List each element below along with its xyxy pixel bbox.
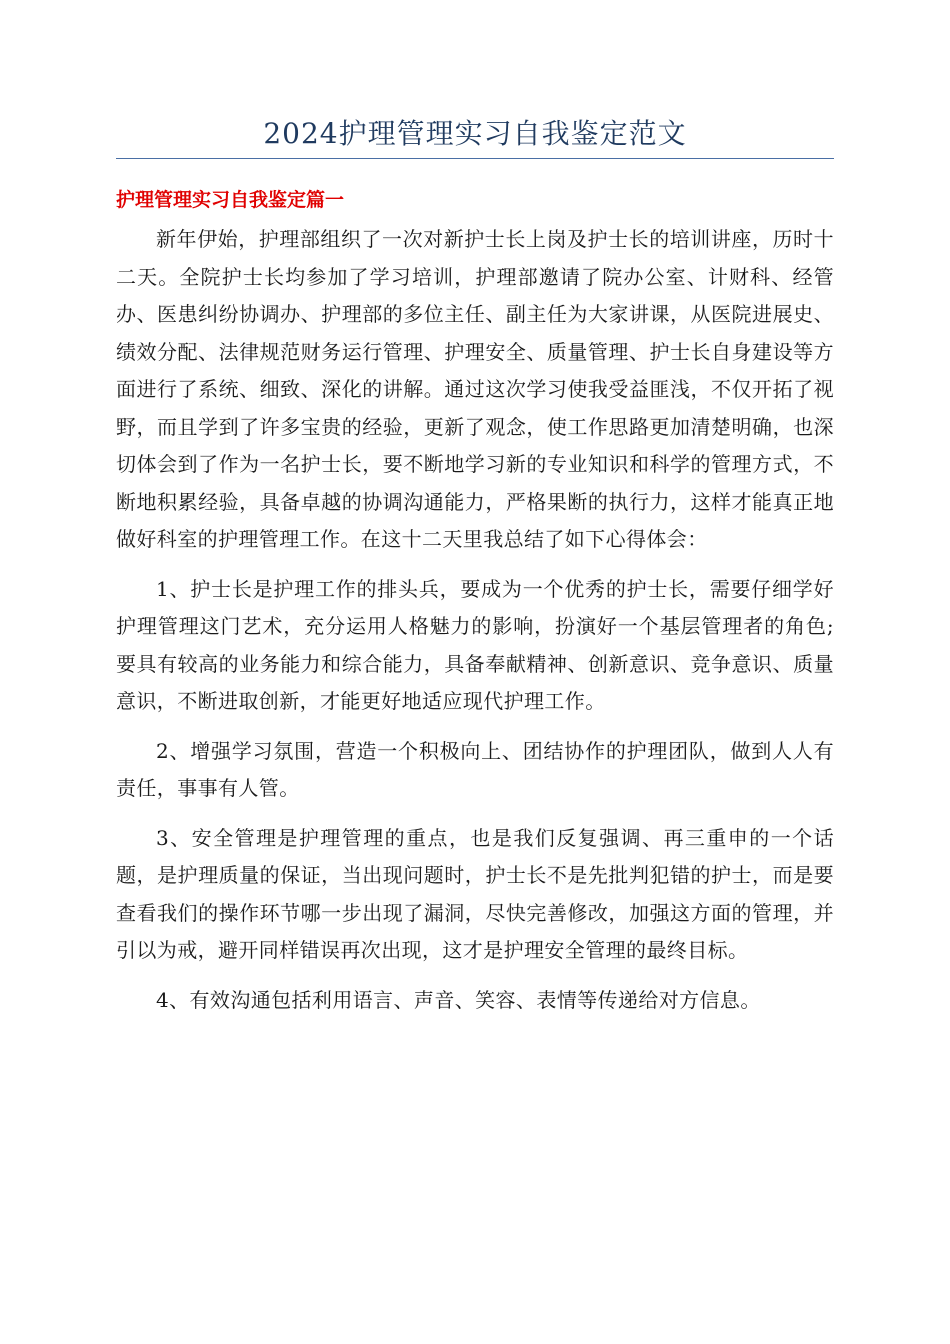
title-underline bbox=[116, 158, 834, 159]
paragraph-intro: 新年伊始，护理部组织了一次对新护士长上岗及护士长的培训讲座，历时十二天。全院护士长均参加了学习培训，护理部邀请了院办公室、计财科、经管办、医患纠纷协调办、护理部的多位主任、副主任为大家讲课，从医院进展史、绩效分配、法律规范财务运行管理、护理安全、质量管理、护士长自身建设等方面进行了系统、细致、深化的讲解。通过这次学习使我受益匪浅，不仅开拓了视野，而且学到了许多宝贵的经验，更新了观念，使工作思路更加清楚明确，也深切体会到了作为一名护士长，要不断地学习新的专业知识和科学的管理方式，不断地积累经验，具备卓越的协调沟通能力，严格果断的执行力，这样才能真正地做好科室的护理管理工作。在这十二天里我总结了如下心得体会： bbox=[116, 227, 834, 551]
paragraph-point-4: 4、有效沟通包括利用语言、声音、笑容、表情等传递给对方信息。 bbox=[156, 987, 761, 1012]
document-page bbox=[116, 112, 834, 1019]
document-title: 2024护理管理实习自我鉴定范文 bbox=[263, 117, 687, 150]
paragraph-point-1: 1、护士长是护理工作的排头兵，要成为一个优秀的护士长，需要仔细学好护理管理这门艺术，充分运用人格魅力的影响，扮演好一个基层管理者的角色;要具有较高的业务能力和综合能力，具备奉献精神、创新意识、竞争意识、质量意识，不断进取创新，才能更好地适应现代护理工作。 bbox=[116, 576, 834, 713]
paragraph-point-2: 2、增强学习氛围，营造一个积极向上、团结协作的护理团队，做到人人有责任，事事有人管。 bbox=[116, 738, 834, 800]
paragraph-point-3: 3、安全管理是护理管理的重点，也是我们反复强调、再三重申的一个话题，是护理质量的保证，当出现问题时，护士长不是先批判犯错的护士，而是要查看我们的操作环节哪一步出现了漏洞，尽快完善修改，加强这方面的管理，并引以为戒，避开同样错误再次出现，这才是护理安全管理的最终目标。 bbox=[116, 825, 834, 962]
section-heading: 护理管理实习自我鉴定篇一 bbox=[116, 189, 345, 211]
